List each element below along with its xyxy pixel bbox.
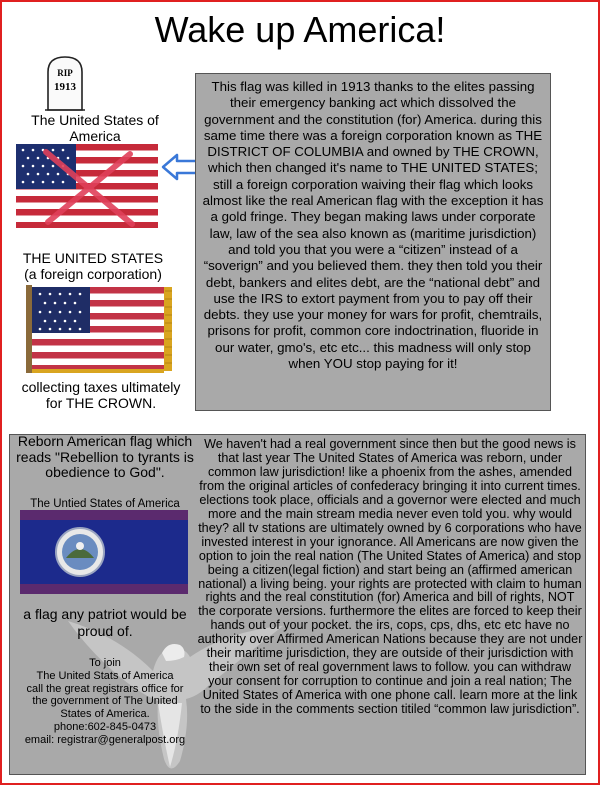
join-phone: phone:602-845-0473 bbox=[53, 720, 157, 733]
join-line: the government of The United bbox=[32, 695, 178, 708]
gold-flag-body bbox=[32, 287, 164, 371]
reborn-caption: Reborn American flag which reads "Rebellion to tyrants is obedience to God". bbox=[16, 433, 194, 480]
join-line: The United Stats of America bbox=[36, 669, 174, 682]
seal-icon bbox=[56, 528, 104, 576]
join-line: States of America. bbox=[60, 708, 150, 721]
usa-caption: The United States of America bbox=[31, 112, 159, 144]
top-box-text: This flag was killed in 1913 thanks to the elites passing their emergency banking act which dissolved the government and the constitution (for) America. during this same time there was a foreign corporation known as THE DISTRICT OF COLUMBIA and owned by THE CROWN, which then changed it's name to THE UNITED STATES; still a foreign corporation waiving their flag which looks almost like the real American flag with the exception it has a gold fringe. They began making laws under corporate law, law of the sea also known as (maritime jurisdiction) and told you that you were a “citizen” instead of a “soverign” and you believed them. they then told you their debt, bankers and elites debt, are the “national debt” and use the IRS to extort payment from you to pay off their debts. they use your money for wars for profit, chemtrails, prisons for profit, common core indoctrination, fluoride in our water, gmo's, etc etc... this madness will only stop when YOU stop paying for it! bbox=[202, 79, 544, 372]
reborn-flag-label: The Untied States of America bbox=[30, 498, 180, 510]
patriot-caption: a flag any patriot would be proud of. bbox=[23, 606, 187, 639]
gold-fringe bbox=[164, 287, 172, 371]
tombstone-year: 1913 bbox=[54, 81, 76, 93]
join-email[interactable]: email: registrar@generalpost.org bbox=[24, 733, 186, 746]
corp-caption-title: THE UNITED STATES bbox=[22, 250, 164, 266]
reborn-flag bbox=[20, 510, 188, 594]
page-title: Wake up America! bbox=[154, 9, 446, 50]
join-block bbox=[15, 657, 195, 747]
corp-caption-subtitle: (a foreign corporation) bbox=[24, 266, 162, 282]
gold-fringe-flag bbox=[26, 285, 174, 373]
join-line: call the great registrars office for bbox=[26, 682, 184, 695]
taxes-caption: collecting taxes ultimately for THE CROWN. bbox=[21, 379, 181, 411]
tombstone-icon bbox=[42, 54, 88, 112]
join-title: To join bbox=[89, 657, 121, 669]
bottom-box-text: We haven't had a real government since then but the good news is that last year The United States of America was reborn, under common law jurisdiction! like a phoenix from the ashes, amended from the original articles of confederacy bringing it into current times. elections took place, officials and a governor were elected and much more and the main stream media never even told you. why would they? all tv stations are ultimately owned by 6 corporations who have invested interest in your ignorance. All Americans are now given the option to join the real nation (The United States of America) and stop being a citizen(legal fiction) and start being an (affirmed american national) a living being. your rights are protected with claim to human rights and the real constitution (for) America and bill of rights, NOT the corporate versions. furthermore the elites are forced to keep their hands out of your pocket. the irs, cops, cps, dhs, etc etc have no authority over Affirmed American Nations because they are not under their maritime jurisdiction, they are outside of their jurisdiction with their own set of real government laws to follow. you can withdraw your consent for corruption to continue and join a real nation; The United States of America with one phone call. learn more at the link to the side in the comments section titiled “common law jurisdiction”. bbox=[197, 437, 583, 717]
left-arrow-icon bbox=[160, 152, 200, 182]
top-text-box bbox=[195, 73, 551, 411]
crossed-out-us-flag bbox=[16, 144, 158, 228]
tombstone-rip: RIP bbox=[57, 68, 73, 78]
bottom-text-box bbox=[9, 434, 586, 775]
